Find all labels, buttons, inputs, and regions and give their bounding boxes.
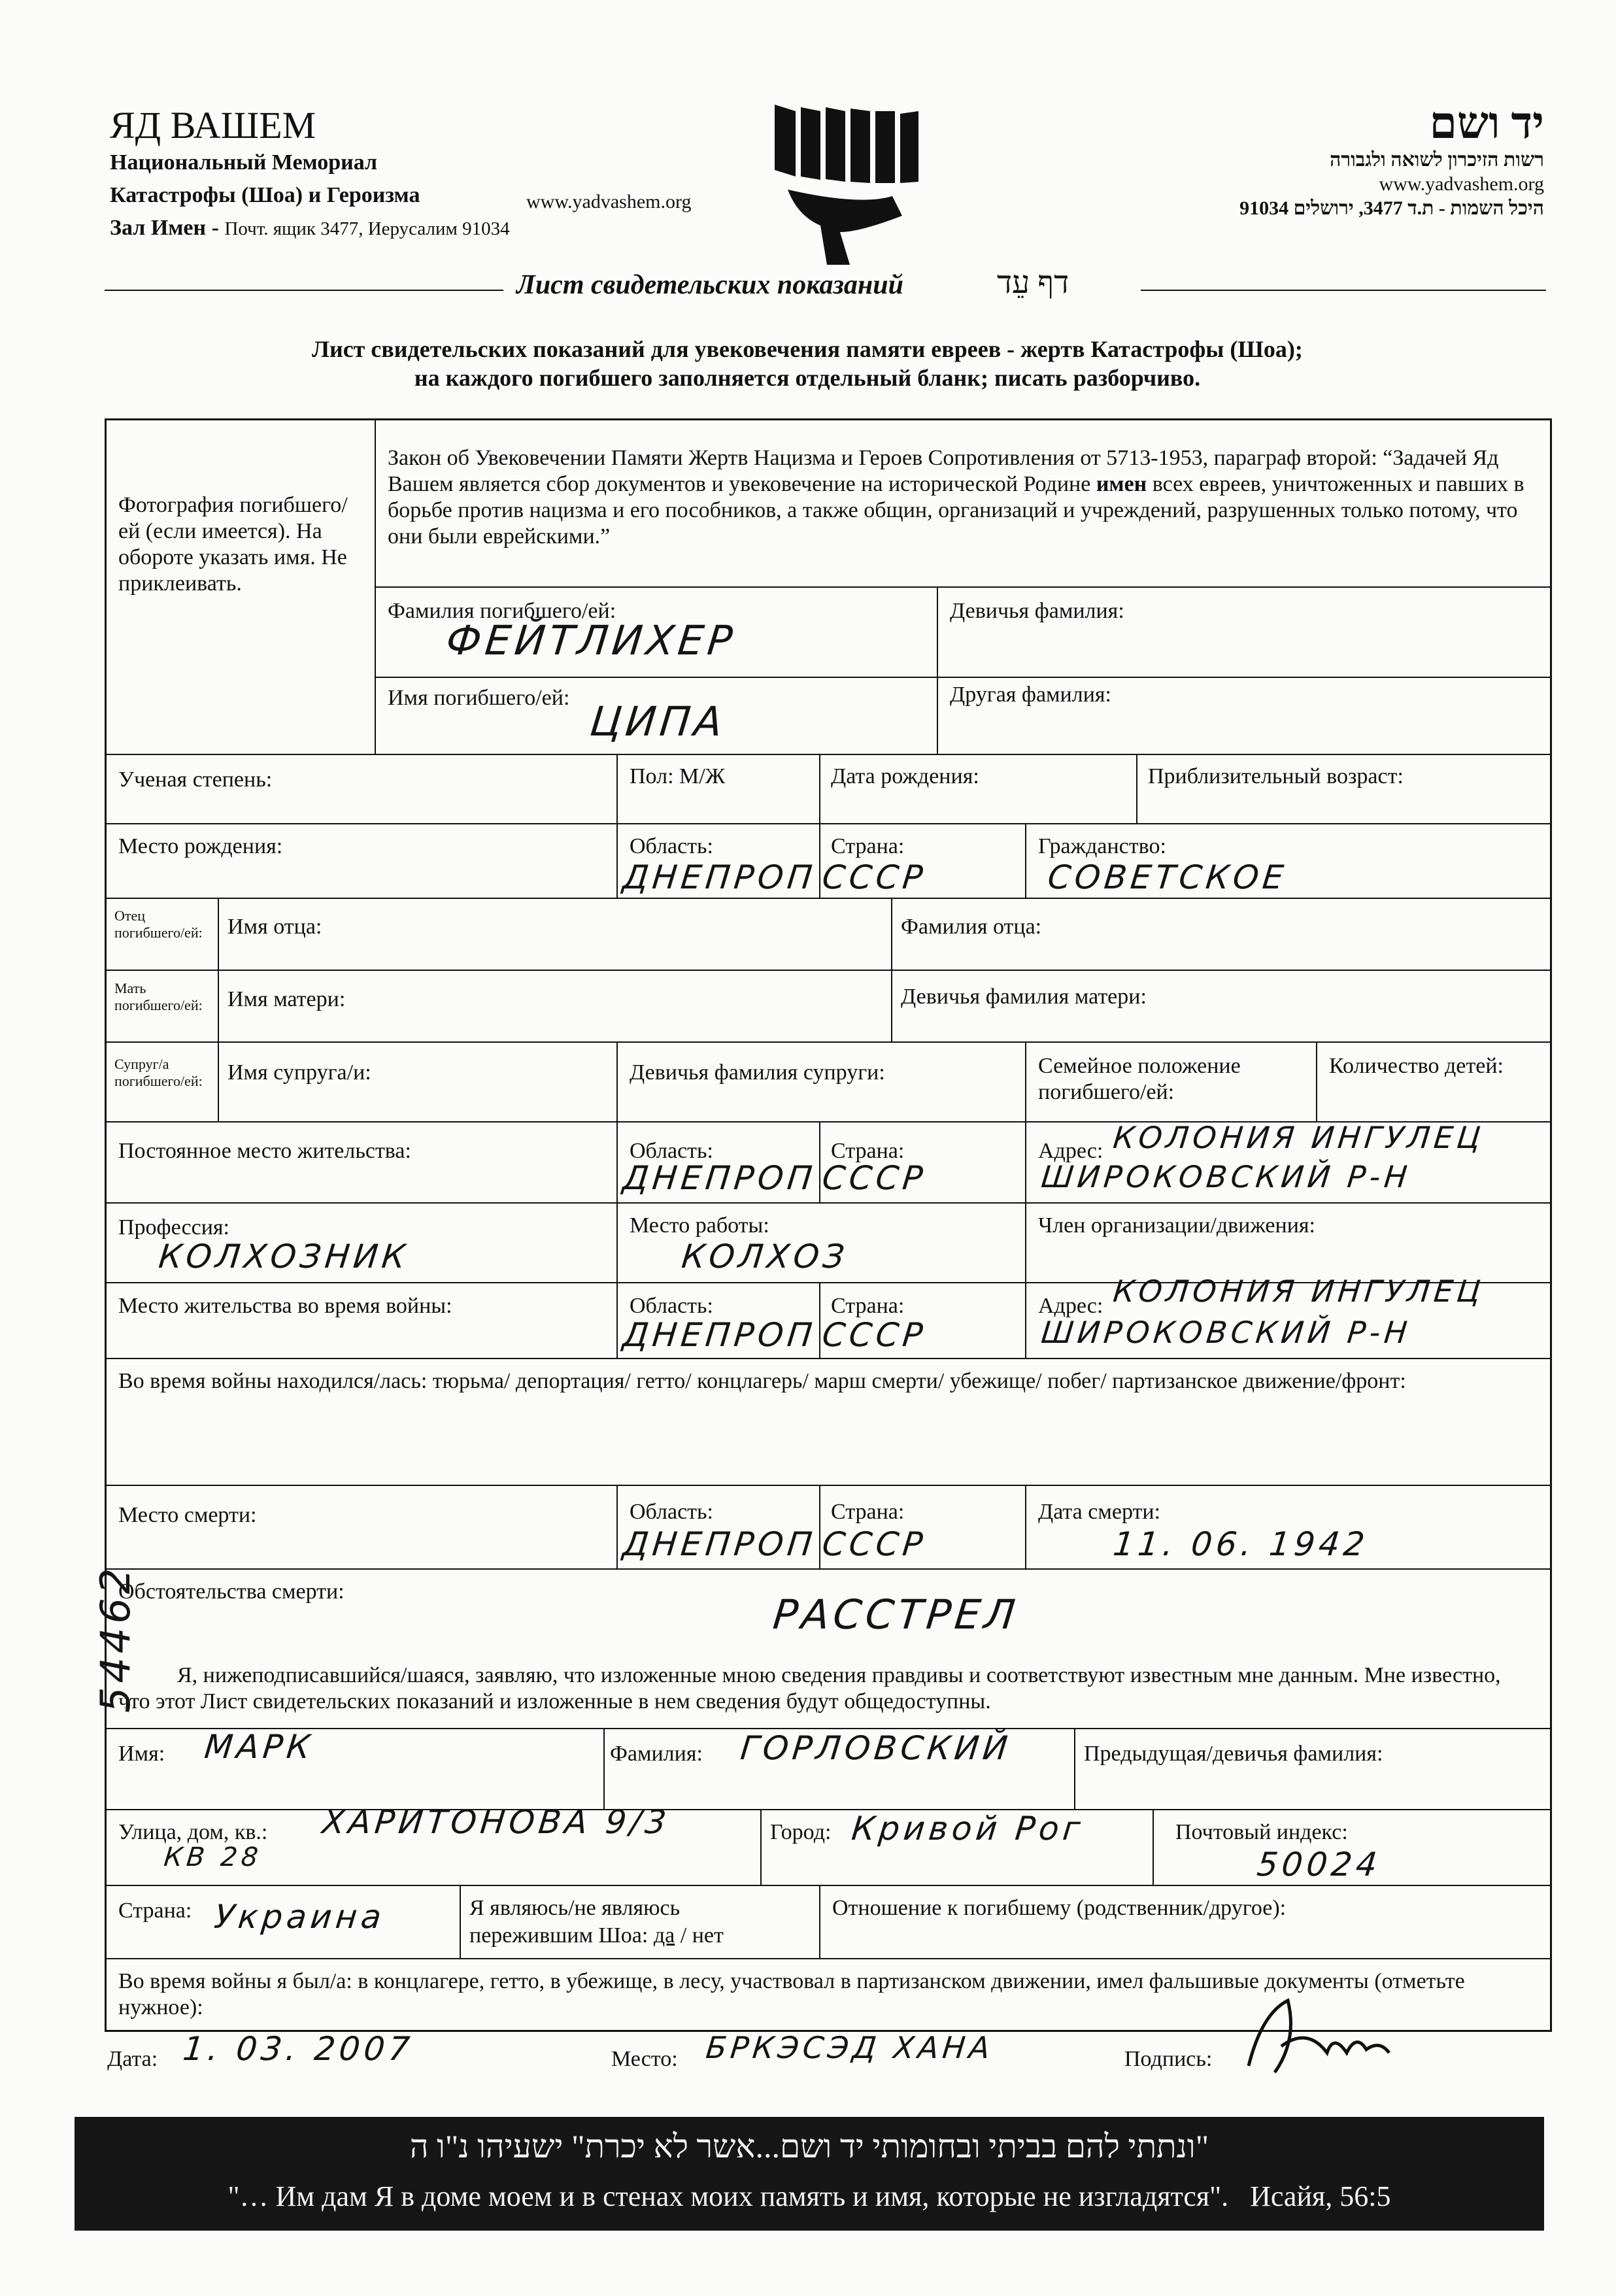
divider xyxy=(616,754,618,823)
surname-value: ФЕЙТЛИХЕР xyxy=(444,616,739,664)
authority-he: רשות הזיכרון לשואה ולגבורה xyxy=(1330,149,1544,171)
children-count-label: Количество детей: xyxy=(1329,1054,1504,1078)
date-value: 1. 03. 2007 xyxy=(180,2030,416,2068)
org-member-label: Член организации/движения: xyxy=(1038,1213,1315,1238)
website-right: www.yadvashem.org xyxy=(1379,173,1544,195)
memorial-name-ru-2: Катастрофы (Шоа) и Героизма xyxy=(110,183,420,207)
divider xyxy=(1141,290,1546,291)
divider xyxy=(616,1485,618,1568)
divider xyxy=(105,290,503,291)
testimony-form xyxy=(105,418,1552,2032)
divider xyxy=(1025,1485,1026,1568)
mother-side-label: Мать погибшего/ей: xyxy=(114,980,203,1013)
yad-vashem-logo xyxy=(762,92,938,268)
footer-russian: "… Им дам Я в доме моем и в стенах моих память и имя, которые не изгладятся". xyxy=(227,2180,1229,2212)
divider xyxy=(1153,1809,1154,1885)
submitter-surname-label: Фамилия: xyxy=(610,1742,703,1766)
war-address-line-1: КОЛОНИЯ ИНГУЛЕЦ xyxy=(1111,1274,1487,1309)
residence-region-value: ДНЕПРОП xyxy=(620,1159,818,1197)
sheet-title-he: דף עֵד xyxy=(997,265,1069,300)
survivor-question-1: Я являюсь/не являюсь xyxy=(469,1896,681,1920)
submitter-country-value: Украина xyxy=(212,1898,387,1936)
divider xyxy=(760,1809,762,1885)
submitter-country-label: Страна: xyxy=(118,1899,192,1923)
surname-label: Фамилия погибшего/ей: xyxy=(388,599,616,623)
divider xyxy=(819,754,820,823)
footer-hebrew: "ונתתי להם בביתי ובחומותי יד ושם...אשר לא יכרת" ישעיהו נ"ו ה xyxy=(409,2128,1209,2165)
workplace-value: КОЛХОЗ xyxy=(679,1238,850,1275)
war-address-line-2: ШИРОКОВСКИЙ Р-Н xyxy=(1039,1315,1413,1350)
footer-reference: Исайя, 56:5 xyxy=(1250,2180,1391,2212)
hall-address-ru: Почт. ящик 3477, Иерусалим 91034 xyxy=(224,218,510,239)
divider xyxy=(107,1568,1550,1570)
memorial-name-ru: Национальный Мемориал xyxy=(110,150,378,175)
father-side-label: Отец погибшего/ей: xyxy=(114,907,203,941)
divider xyxy=(375,677,1550,678)
declaration-text: Я, нижеподписавшийся/шаяся, заявляю, что изложенные мною сведения правдивы и соответствуют известным мне данным. Мне известно, что этот Лист свидетельских показаний и изложенные в нем сведения будут общедоступны. xyxy=(118,1663,1501,1714)
zip-value: 50024 xyxy=(1254,1846,1383,1883)
date-label: Дата: xyxy=(107,2047,158,2071)
birth-place-label: Место рождения: xyxy=(118,834,283,858)
org-name-he: יד ושם xyxy=(1429,98,1544,148)
residence-address-line-2: ШИРОКОВСКИЙ Р-Н xyxy=(1039,1159,1413,1194)
residence-address-line-1: КОЛОНИЯ ИНГУЛЕЦ xyxy=(1111,1120,1487,1155)
spouse-maiden-label: Девичья фамилия супруги: xyxy=(630,1060,885,1085)
photo-instructions: Фотография погибшего/ей (если имеется). На обороте указать имя. Не приклеивать. xyxy=(118,493,348,596)
residence-region-label: Область: xyxy=(630,1139,713,1163)
war-region-value: ДНЕПРОП xyxy=(620,1316,818,1354)
workplace-label: Место работы: xyxy=(630,1213,769,1238)
mother-name-label: Имя матери: xyxy=(227,987,346,1011)
death-region-label: Область: xyxy=(630,1500,713,1524)
residence-country-label: Страна: xyxy=(831,1139,905,1163)
header-hebrew xyxy=(1239,98,1544,221)
divider xyxy=(603,1728,605,1809)
street-label: Улица, дом, кв.: xyxy=(118,1820,268,1844)
sheet-title-ru: Лист свидетельских показаний xyxy=(516,270,903,300)
survivor-question-2: пережившим Шоа: xyxy=(469,1923,648,1948)
birth-region-value: ДНЕПРОП xyxy=(620,858,818,896)
previous-surname-label: Предыдущая/девичья фамилия: xyxy=(1084,1742,1383,1766)
divider xyxy=(819,1485,820,1568)
city-label: Город: xyxy=(770,1820,832,1844)
divider xyxy=(1025,1121,1026,1202)
birth-date-label: Дата рождения: xyxy=(831,764,979,788)
divider xyxy=(107,1358,1550,1359)
divider xyxy=(1025,1202,1026,1282)
death-date-label: Дата смерти: xyxy=(1038,1500,1161,1524)
intro-text xyxy=(105,335,1510,392)
divider xyxy=(819,823,820,898)
city-value: Кривой Рог xyxy=(849,1810,1086,1848)
profession-value: КОЛХОЗНИК xyxy=(156,1238,411,1275)
death-country-value: СССР xyxy=(820,1525,928,1563)
signature-label: Подпись: xyxy=(1124,2047,1213,2071)
divider xyxy=(375,420,376,754)
submitter-name-value: МАРК xyxy=(202,1728,316,1766)
war-country-value: СССР xyxy=(820,1316,928,1354)
website-left: www.yadvashem.org xyxy=(526,191,692,212)
birth-country-value: СССР xyxy=(820,858,928,896)
sex-label: Пол: М/Ж xyxy=(630,764,726,788)
divider xyxy=(375,586,1550,588)
divider xyxy=(616,1041,618,1121)
submitter-name-label: Имя: xyxy=(118,1742,165,1766)
divider xyxy=(1025,823,1026,898)
mother-maiden-label: Девичья фамилия матери: xyxy=(901,985,1147,1009)
footer-quote xyxy=(75,2117,1544,2231)
archive-number: 54462 xyxy=(92,1564,139,1713)
residence-address-label: Адрес: xyxy=(1038,1139,1103,1163)
intro-line-2: на каждого погибшего заполняется отдельный бланк; писать разборчиво. xyxy=(414,365,1201,391)
survivor-yes[interactable]: да xyxy=(653,1923,675,1948)
divider xyxy=(819,1885,820,1958)
war-submitter-label: Во время войны я был/а: в концлагере, гетто, в убежище, в лесу, участвовал в партизанском движении, имел фальшивые документы (отметьте нужное): xyxy=(118,1969,1465,2019)
death-country-label: Страна: xyxy=(831,1500,905,1524)
first-name-label: Имя погибшего/ей: xyxy=(388,686,570,710)
death-region-value: ДНЕПРОП xyxy=(620,1525,818,1563)
org-name-ru: ЯД ВАШЕМ xyxy=(110,104,316,146)
divider xyxy=(107,823,1550,824)
divider xyxy=(107,1485,1550,1486)
divider xyxy=(107,1202,1550,1204)
other-surname-label: Другая фамилия: xyxy=(950,683,1111,707)
divider xyxy=(1074,1728,1075,1809)
divider xyxy=(616,1202,618,1282)
profession-label: Профессия: xyxy=(118,1215,229,1240)
place-value: БРКЭСЭД ХАНА xyxy=(704,2030,996,2065)
divider xyxy=(218,898,219,1121)
relation-label: Отношение к погибшему (родственник/другое): xyxy=(832,1896,1287,1920)
divider xyxy=(616,1282,618,1358)
father-surname-label: Фамилия отца: xyxy=(901,915,1042,939)
apartment-value: КВ 28 xyxy=(162,1842,263,1872)
marital-status-label: Семейное положение погибшего/ей: xyxy=(1038,1054,1241,1104)
death-date-value: 11. 06. 1942 xyxy=(1111,1525,1371,1563)
street-value: ХАРИТОНОВА 9/3 xyxy=(320,1803,672,1841)
submitter-surname-value: ГОРЛОВСКИЙ xyxy=(738,1729,1013,1767)
residence-country-value: СССР xyxy=(820,1159,928,1197)
death-place-label: Место смерти: xyxy=(118,1503,257,1527)
law-text: Закон об Увековечении Памяти Жертв Нацизма и Героев Сопротивления от 5713-1953, параграф второй: “Задачей Яд Вашем является сбор документов и увековечение на исторической Родине имен всех евреев, уничтоженных и павших в борьбе против нацизма и его пособников, а также общин, организаций и учреждений, разрушенных только потому, что они были еврейскими.” xyxy=(388,446,1524,549)
zip-label: Почтовый индекс: xyxy=(1175,1820,1348,1844)
intro-line-1: Лист свидетельских показаний для увековечения памяти евреев - жертв Катастрофы (Шоа); xyxy=(312,336,1303,362)
divider xyxy=(819,1282,820,1358)
hall-of-names-ru: Зал Имен - xyxy=(110,216,219,240)
divider xyxy=(1025,1282,1026,1358)
war-address-label: Адрес: xyxy=(1038,1294,1103,1318)
hall-he: היכל השמות - ת.ד 3477, ירושלים 91034 xyxy=(1239,197,1544,219)
birth-country-label: Страна: xyxy=(831,834,905,858)
death-circumstances-value: РАССТРЕЛ xyxy=(771,1591,1022,1638)
divider xyxy=(107,1041,1550,1043)
divider xyxy=(107,970,1550,971)
place-label: Место: xyxy=(611,2047,678,2071)
divider xyxy=(460,1885,461,1958)
war-status-label: Во время войны находился/лась: тюрьма/ депортация/ гетто/ концлагерь/ марш смерти/ убежище/ побег/ партизанское движение/фронт: xyxy=(118,1369,1406,1393)
divider xyxy=(1316,1041,1317,1121)
maiden-label: Девичья фамилия: xyxy=(950,599,1124,623)
divider xyxy=(616,1121,618,1202)
divider xyxy=(1025,1041,1026,1121)
spouse-name-label: Имя супруга/и: xyxy=(227,1060,371,1085)
citizenship-value: СОВЕТСКОЕ xyxy=(1045,858,1290,896)
first-name-value: ЦИПА xyxy=(588,698,729,745)
divider xyxy=(819,1121,820,1202)
death-circumstances-label: Обстоятельства смерти: xyxy=(118,1579,345,1604)
divider xyxy=(891,898,892,1041)
survivor-no[interactable]: / нет xyxy=(680,1923,724,1948)
signature xyxy=(1236,1987,1406,2085)
divider xyxy=(107,754,1550,755)
spouse-side-label: Супруг/а погибшего/ей: xyxy=(114,1056,203,1089)
divider xyxy=(616,823,618,898)
divider xyxy=(937,586,938,754)
degree-label: Ученая степень: xyxy=(118,768,273,792)
father-name-label: Имя отца: xyxy=(227,915,322,939)
approx-age-label: Приблизительный возраст: xyxy=(1148,764,1404,788)
war-region-label: Область: xyxy=(630,1294,713,1318)
divider xyxy=(107,898,1550,899)
divider xyxy=(107,1885,1550,1886)
divider xyxy=(1136,754,1137,823)
birth-region-label: Область: xyxy=(630,834,713,858)
citizenship-label: Гражданство: xyxy=(1038,834,1166,858)
war-country-label: Страна: xyxy=(831,1294,905,1318)
residence-label: Постоянное место жительства: xyxy=(118,1139,411,1163)
war-residence-label: Место жительства во время войны: xyxy=(118,1294,452,1318)
header-russian xyxy=(110,105,510,245)
divider xyxy=(107,1958,1550,1959)
